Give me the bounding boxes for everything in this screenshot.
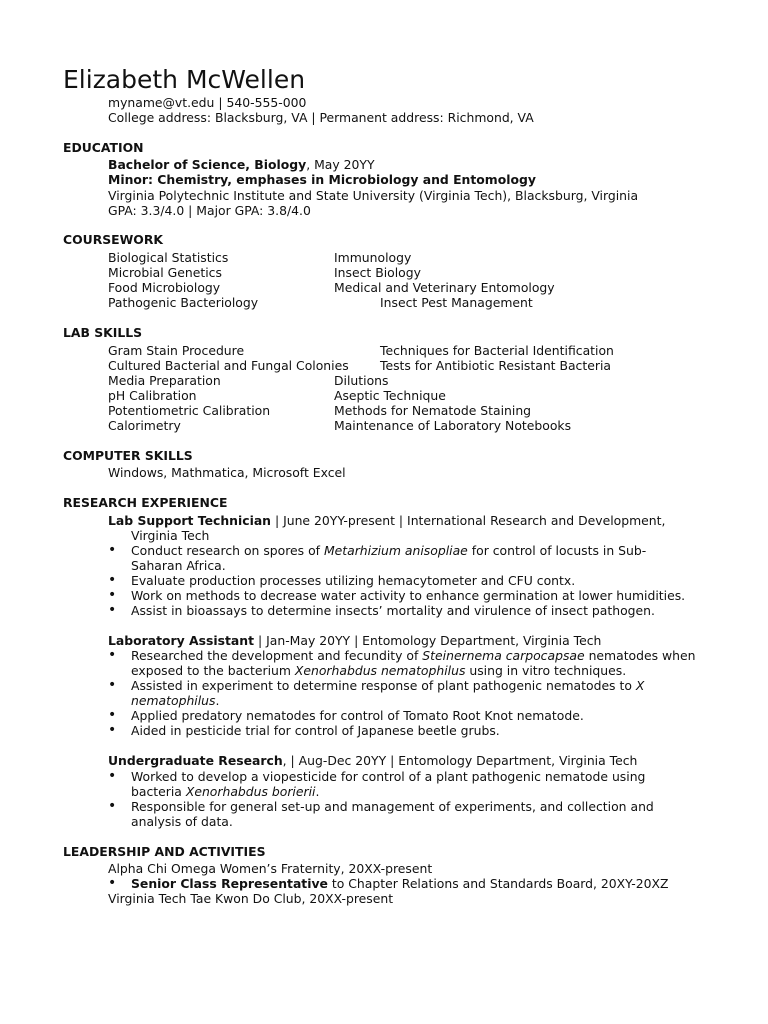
list-item: • Assist in bioassays to determine insects’ mortality and virulence of insect pathogen. [108, 603, 708, 618]
job-title: Lab Support Technician [108, 513, 272, 528]
lab-skill-item: Cultured Bacterial and Fungal Colonies [108, 358, 349, 373]
list-item: • Assisted in experiment to determine response of plant pathogenic nematodes to X nematophilus. [108, 678, 708, 708]
course-item: Biological Statistics [108, 250, 229, 265]
job-details: | Jan-May 20YY | Entomology Department, Virginia Tech [254, 633, 602, 648]
leadership-heading: LEADERSHIP AND ACTIVITIES [63, 844, 266, 859]
lab-skill-item: Tests for Antibiotic Resistant Bacteria [380, 358, 611, 373]
course-item: Immunology [334, 250, 412, 265]
lab-skill-item: Media Preparation [108, 373, 221, 388]
course-item: Insect Pest Management [380, 295, 533, 310]
job-bullet-list [108, 648, 708, 738]
course-item: Microbial Genetics [108, 265, 222, 280]
course-item: Pathogenic Bacteriology [108, 295, 259, 310]
degree-date: , May 20YY [306, 157, 375, 172]
lab-skill-item: Dilutions [334, 373, 389, 388]
lab-skill-item: Potentiometric Calibration [108, 403, 271, 418]
job-details: | June 20YY-present | International Research and Development, [271, 513, 666, 528]
lab-skill-item: Gram Stain Procedure [108, 343, 245, 358]
lab-skill-item: Techniques for Bacterial Identification [380, 343, 614, 358]
list-item: • Work on methods to decrease water activity to enhance germination at lower humidities. [108, 588, 708, 603]
activity-bullet-list [108, 876, 708, 891]
school-line: Virginia Polytechnic Institute and State University (Virginia Tech), Blacksburg, Virginia [108, 188, 639, 203]
contact-line: myname@vt.edu | 540-555-000 [108, 95, 307, 110]
job-title: Undergraduate Research [108, 753, 283, 768]
activity-item: Virginia Tech Tae Kwon Do Club, 20XX-present [108, 891, 394, 906]
lab-skill-item: Methods for Nematode Staining [334, 403, 532, 418]
list-item: • Aided in pesticide trial for control of Japanese beetle grubs. [108, 723, 708, 738]
job-title-line [108, 753, 637, 768]
candidate-name: Elizabeth McWellen [63, 65, 306, 94]
job-bullet-list [108, 543, 708, 618]
address-line: College address: Blacksburg, VA | Permanent address: Richmond, VA [108, 110, 534, 125]
lab-skill-item: pH Calibration [108, 388, 197, 403]
research-heading: RESEARCH EXPERIENCE [63, 495, 228, 510]
job-details-cont: Virginia Tech [131, 528, 210, 543]
degree-title: Bachelor of Science, Biology [108, 157, 307, 172]
degree-line [108, 157, 375, 172]
list-item: • Responsible for general set-up and management of experiments, and collection and analysis of data. [108, 799, 708, 829]
minor-line: Minor: Chemistry, emphases in Microbiology and Entomology [108, 172, 536, 187]
course-item: Insect Biology [334, 265, 421, 280]
lab-skill-item: Maintenance of Laboratory Notebooks [334, 418, 572, 433]
lab-skills-heading: LAB SKILLS [63, 325, 143, 340]
course-item: Food Microbiology [108, 280, 221, 295]
job-title-line [108, 513, 665, 528]
job-title-line [108, 633, 601, 648]
computer-skills-text: Windows, Mathmatica, Microsoft Excel [108, 465, 346, 480]
list-item: • Applied predatory nematodes for control of Tomato Root Knot nematode. [108, 708, 708, 723]
lab-skill-item: Aseptic Technique [334, 388, 446, 403]
coursework-heading: COURSEWORK [63, 232, 163, 247]
list-item: • Researched the development and fecundity of Steinernema carpocapsae nematodes when exposed to the bacterium Xenorhabdus nematophilus using in vitro techniques. [108, 648, 708, 678]
lab-skill-item: Calorimetry [108, 418, 181, 433]
list-item: • Worked to develop a viopesticide for control of a plant pathogenic nematode using bacteria Xenorhabdus borierii. [108, 769, 708, 799]
education-heading: EDUCATION [63, 140, 144, 155]
job-details: , | Aug-Dec 20YY | Entomology Department, Virginia Tech [282, 753, 638, 768]
job-bullet-list [108, 769, 708, 829]
list-item: • Senior Class Representative to Chapter Relations and Standards Board, 20XY-20XZ [108, 876, 708, 891]
activity-item: Alpha Chi Omega Women’s Fraternity, 20XX-present [108, 861, 433, 876]
list-item: • Evaluate production processes utilizing hemacytometer and CFU contx. [108, 573, 708, 588]
computer-skills-heading: COMPUTER SKILLS [63, 448, 193, 463]
job-title: Laboratory Assistant [108, 633, 255, 648]
course-item: Medical and Veterinary Entomology [334, 280, 555, 295]
gpa-line: GPA: 3.3/4.0 | Major GPA: 3.8/4.0 [108, 203, 311, 218]
list-item: • Conduct research on spores of Metarhizium anisopliae for control of locusts in Sub- Saharan Africa. [108, 543, 708, 573]
